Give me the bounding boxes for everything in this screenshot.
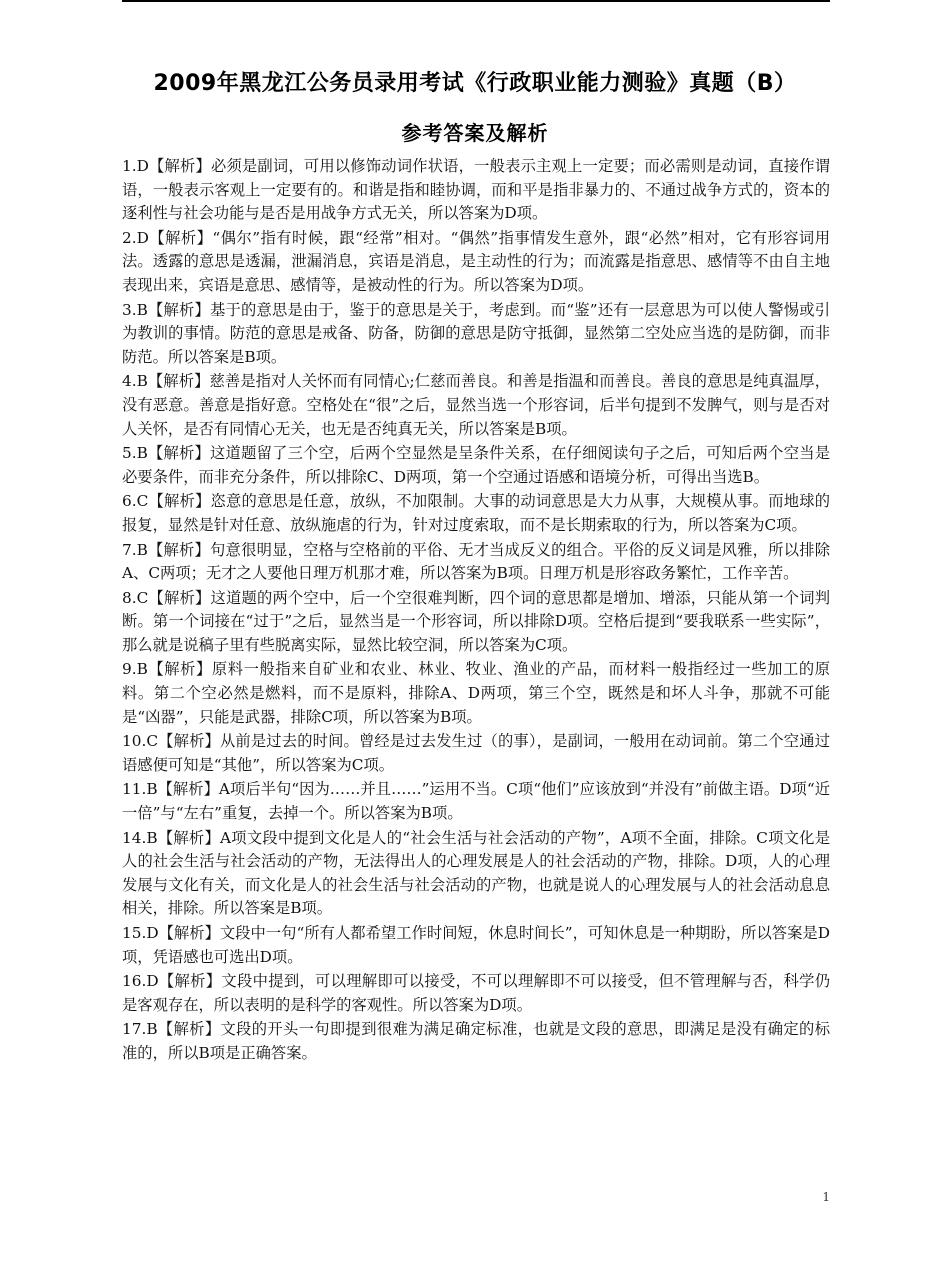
answer-item: 17.B【解析】文段的开头一句即提到很难为满足确定标准，也就是文段的意思，即满足是没有确定的标准的，所以B项是正确答案。 xyxy=(122,1020,830,1062)
answer-item: 2.D【解析】“偶尔”指有时候，跟“经常”相对。“偶然”指事情发生意外，跟“必然”相对，它有形容词用法。透露的意思是透漏，泄漏消息，宾语是消息，是主动性的行为；而流露是指意思、感情等不由自主地表现出来，宾语是意思、感情等，是被动性的行为。所以答案为D项。 xyxy=(122,228,830,294)
answer-item: 10.C【解析】从前是过去的时间。曾经是过去发生过（的事），是副词，一般用在动词前。第二个空通过语感便可知是“其他”，所以答案为C项。 xyxy=(122,732,830,774)
document-title: 2009年黑龙江公务员录用考试《行政职业能力测验》真题（B） xyxy=(153,71,797,96)
answer-item: 15.D【解析】文段中一句“所有人都希望工作时间短，休息时间长”，可知休息是一种期盼，所以答案是D项，凭语感也可选出D项。 xyxy=(122,924,830,966)
answer-item: 4.B【解析】慈善是指对人关怀而有同情心;仁慈而善良。和善是指温和而善良。善良的意思是纯真温厚，没有恶意。善意是指好意。空格处在“很”之后，显然当选一个形容词，后半句提到不发脾气，则与是否对人关怀，是否有同情心无关，也无是否纯真无关，所以答案是B项。 xyxy=(122,372,830,438)
answer-item: 16.D【解析】文段中提到，可以理解即可以接受，不可以理解即不可以接受，但不管理解与否，科学仍是客观存在，所以表明的是科学的客观性。所以答案为D项。 xyxy=(122,972,830,1014)
answer-item: 6.C【解析】恣意的意思是任意，放纵，不加限制。大事的动词意思是大力从事，大规模从事。而地球的报复，显然是针对任意、放纵施虐的行为，针对过度索取，而不是长期索取的行为，所以答案为C项。 xyxy=(122,492,830,534)
answer-item: 5.B【解析】这道题留了三个空，后两个空显然是呈条件关系，在仔细阅读句子之后，可知后两个空当是必要条件，而非充分条件，所以排除C、D两项，第一个空通过语感和语境分析，可得出当选B。 xyxy=(122,444,830,486)
page-number: 1 xyxy=(822,1190,830,1204)
answer-item: 1.D【解析】必须是副词，可用以修饰动词作状语，一般表示主观上一定要；而必需则是动词，直接作谓语，一般表示客观上一定要有的。和谐是指和睦协调，而和平是指非暴力的、不通过战争方式的，资本的逐利性与社会功能与是否是用战争方式无关，所以答案为D项。 xyxy=(122,157,830,223)
document-subtitle: 参考答案及解析 xyxy=(401,121,549,145)
answer-item: 8.C【解析】这道题的两个空中，后一个空很难判断，四个词的意思都是增加、增添，只能从第一个词判断。第一个词接在“过于”之后，显然当是一个形容词，所以排除D项。空格后提到“要我联系一些实际”，那么就是说稿子里有些脱离实际，显然比较空洞，所以答案为C项。 xyxy=(122,588,830,654)
answer-item: 11.B【解析】A项后半句“因为……并且……”运用不当。C项“他们”应该放到“并没有”前做主语。D项“近一倍”与“左右”重复，去掉一个。所以答案为B项。 xyxy=(122,780,830,823)
answer-item: 14.B【解析】A项文段中提到文化是人的“社会生活与社会活动的产物”，A项不全面，排除。C项文化是人的社会生活与社会活动的产物，无法得出人的心理发展是人的社会活动的产物，排除。D项，人的心理发展与文化有关，而文化是人的社会生活与社会活动的产物，也就是说人的心理发展与人的社会活动息息相关，排除。所以答案是B项。 xyxy=(122,828,830,918)
top-rule xyxy=(122,0,830,2)
answer-item: 9.B【解析】原料一般指来自矿业和农业、林业、牧业、渔业的产品，而材料一般指经过一些加工的原料。第二个空必然是燃料，而不是原料，排除A、D两项，第三个空，既然是和坏人斗争，那就不可能是“凶器”，只能是武器，排除C项，所以答案为B项。 xyxy=(122,660,830,726)
answer-list xyxy=(122,155,830,1067)
answer-item: 7.B【解析】句意很明显，空格与空格前的平俗、无才当成反义的组合。平俗的反义词是风雅，所以排除A、C两项；无才之人要他日理万机那才难，所以答案为B项。日理万机是形容政务繁忙，工作辛苦。 xyxy=(122,540,830,583)
answer-item: 3.B【解析】基于的意思是由于，鉴于的意思是关于，考虑到。而“鉴”还有一层意思为可以使人警惕或引为教训的事情。防范的意思是戒备、防备，防御的意思是防守抵御，显然第二空处应当选的是防御，而非防范。所以答案是B项。 xyxy=(122,300,830,366)
